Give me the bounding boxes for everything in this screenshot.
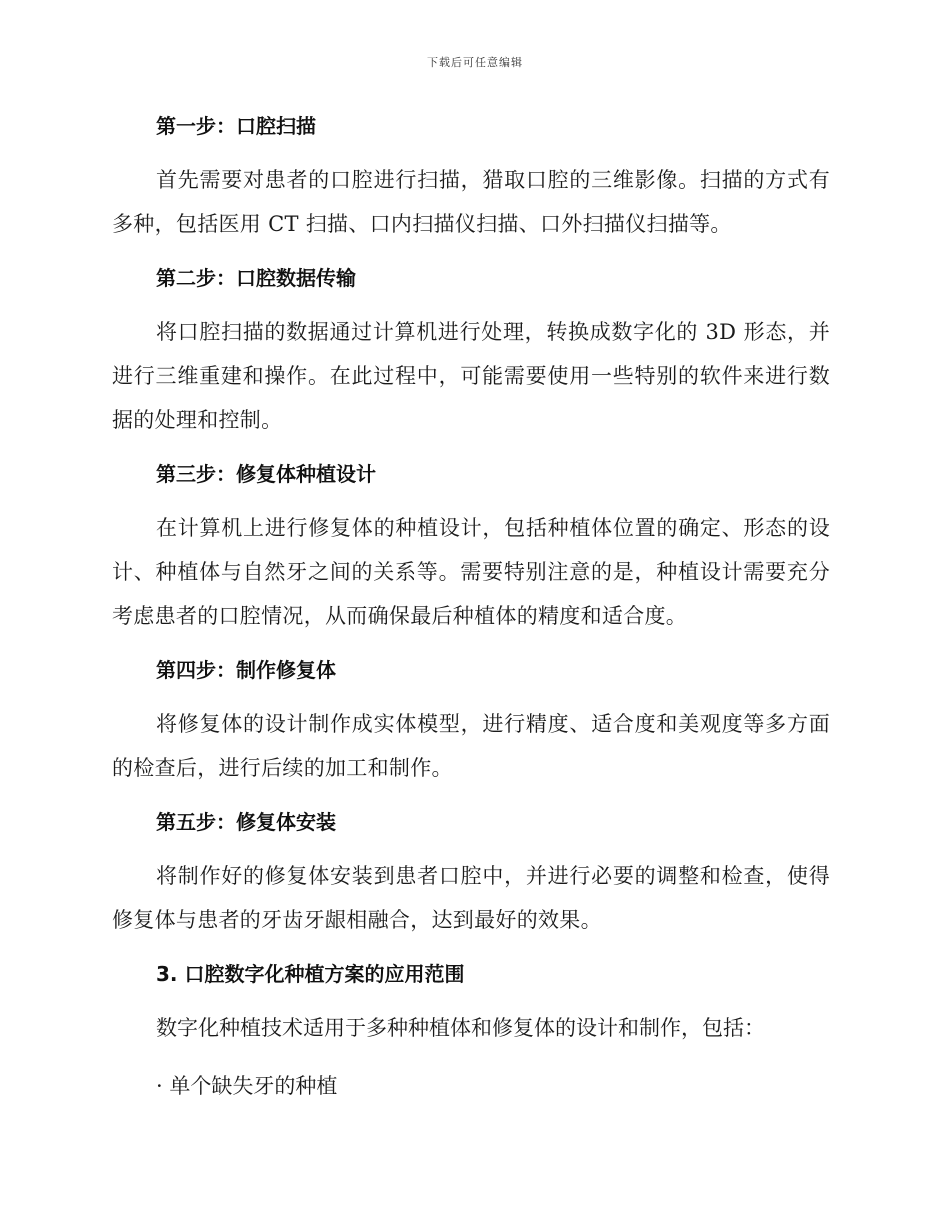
step-4-paragraph: 将修复体的设计制作成实体模型，进行精度、适合度和美观度等多方面的检查后，进行后续的加工和制作。 xyxy=(112,712,830,780)
step-5-heading: 第五步：修复体安装 xyxy=(156,810,336,834)
step-2-paragraph: 将口腔扫描的数据通过计算机进行处理，转换成数字化的 3D 形态，并进行三维重建和操作。在此过程中，可能需要使用一些特别的软件来进行数据的处理和控制。 xyxy=(112,320,830,432)
section-3-heading: 3. 口腔数字化种植方案的应用范围 xyxy=(156,962,465,986)
step-5-paragraph: 将制作好的修复体安装到患者口腔中，并进行必要的调整和检查，使得修复体与患者的牙齿牙龈相融合，达到最好的效果。 xyxy=(112,864,830,932)
step-4-heading: 第四步：制作修复体 xyxy=(156,658,336,682)
step-3-paragraph: 在计算机上进行修复体的种植设计，包括种植体位置的确定、形态的设计、种植体与自然牙之间的关系等。需要特别注意的是，种植设计需要充分考虑患者的口腔情况，从而确保最后种植体的精度和适合度。 xyxy=(112,516,830,628)
header-note: 下载后可任意编辑 xyxy=(427,56,523,69)
step-1-heading: 第一步：口腔扫描 xyxy=(156,114,316,138)
step-1-paragraph: 首先需要对患者的口腔进行扫描，猎取口腔的三维影像。扫描的方式有多种，包括医用 CT 扫描、口内扫描仪扫描、口外扫描仪扫描等。 xyxy=(112,168,830,236)
step-2-heading: 第二步：口腔数据传输 xyxy=(156,266,356,290)
section-3-intro: 数字化种植技术适用于多种种植体和修复体的设计和制作，包括： xyxy=(156,1016,765,1040)
document-body xyxy=(112,108,830,1108)
bullet-item: · 单个缺失牙的种植 xyxy=(156,1074,338,1098)
step-3-heading: 第三步：修复体种植设计 xyxy=(156,462,376,486)
